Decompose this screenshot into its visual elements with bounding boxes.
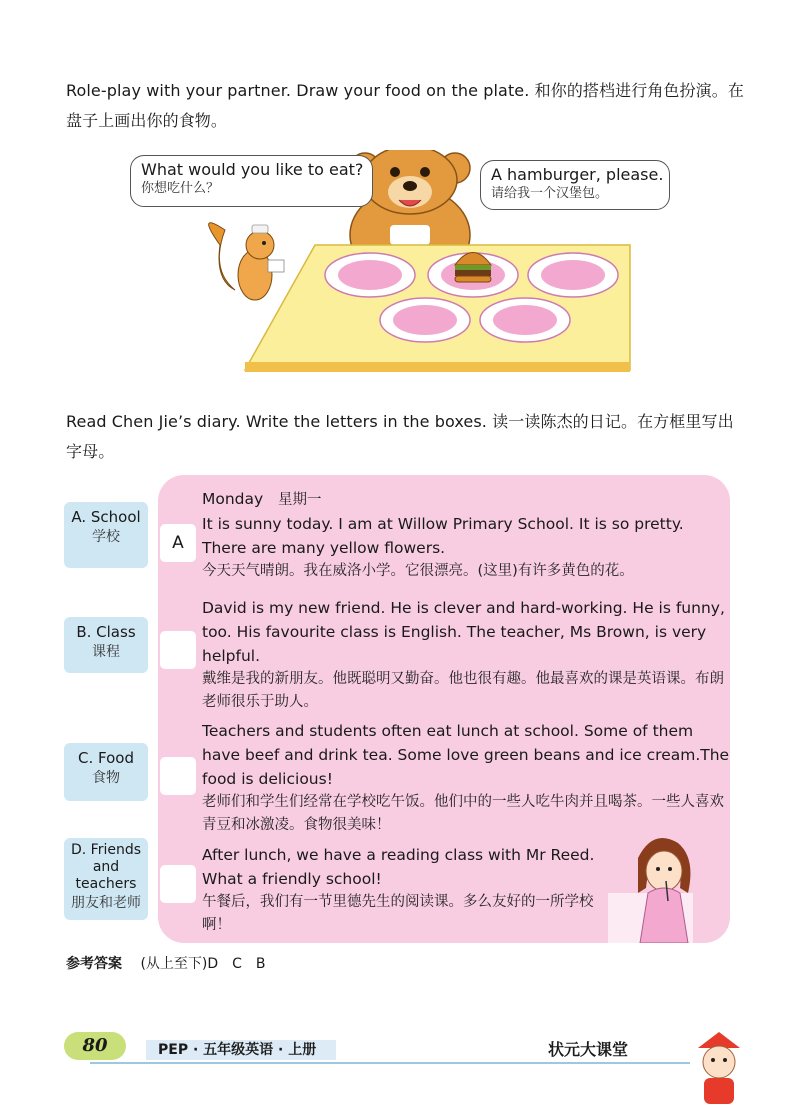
- instruction-roleplay: Role-play with your partner. Draw your food on the plate. 和你的搭档进行角色扮演。在盘子上画出你的食物。: [66, 81, 744, 130]
- roleplay-illustration: [125, 150, 685, 375]
- squirrel-illustration: [209, 223, 284, 300]
- diary-entry-4: [202, 843, 622, 937]
- diary-entry-3-chinese: 老师们和学生们经常在学校吃午饭。他们中的一些人吃牛肉并且喝茶。一些人喜欢青豆和冰激凌。食物很美味！: [202, 794, 724, 833]
- diary-day-chinese: 星期一: [277, 492, 322, 508]
- diary-entry-2: [202, 596, 732, 714]
- label-friends-chinese: 朋友和老师: [71, 895, 141, 911]
- reference-answers: [66, 953, 266, 973]
- diary-day-english: Monday: [202, 490, 264, 508]
- diary-entry-2-chinese: 戴维是我的新朋友。他既聪明又勤奋。他也很有趣。他最喜欢的课是英语课。布朗老师很乐于助人。: [202, 671, 724, 710]
- label-card-school: [64, 502, 148, 568]
- speech-bubble-right: [480, 160, 670, 210]
- label-card-food: [64, 743, 148, 801]
- diary-entry-1-english: It is sunny today. I am at Willow Primary School. It is so pretty. There are many yellow flowers.: [202, 515, 684, 557]
- label-school-english: A. School: [71, 508, 141, 526]
- label-friends-english: D. Friends and teachers: [70, 842, 142, 892]
- label-school-chinese: 学校: [92, 529, 120, 545]
- reference-answers-label: 参考答案: [66, 956, 122, 972]
- mascot-icon: [688, 1030, 750, 1110]
- girl-illustration: [608, 823, 718, 943]
- answer-box-1[interactable]: A: [160, 524, 196, 562]
- page-number: 80: [64, 1032, 126, 1060]
- answer-box-2[interactable]: [160, 631, 196, 669]
- label-card-friends-teachers: [64, 838, 148, 920]
- bubble-right-english: A hamburger, please.: [491, 165, 664, 184]
- diary-entry-3: [202, 719, 732, 837]
- diary-entry-4-english: After lunch, we have a reading class with Mr Reed. What a friendly school!: [202, 846, 595, 888]
- answer-box-4[interactable]: [160, 865, 196, 903]
- diary-entry-1: [202, 487, 732, 583]
- diary-entry-2-english: David is my new friend. He is clever and hard-working. He is funny, too. His favourite class is English. The teacher, Ms Brown, is very helpful.: [202, 599, 725, 665]
- footer-book-title: PEP · 五年级英语 · 上册: [158, 1042, 317, 1058]
- answer-box-3[interactable]: [160, 757, 196, 795]
- diary-entry-3-english: Teachers and students often eat lunch at school. Some of them have beef and drink tea. Some love green beans and ice cream.The food is delicious!: [202, 722, 730, 788]
- label-food-chinese: 食物: [92, 770, 120, 786]
- footer-brand: 状元大课堂: [548, 1040, 629, 1059]
- bubble-left-english: What would you like to eat?: [141, 160, 364, 179]
- footer-divider: [90, 1062, 690, 1064]
- label-class-english: B. Class: [76, 623, 136, 641]
- label-food-english: C. Food: [78, 749, 134, 767]
- diary-entry-1-chinese: 今天天气晴朗。我在威洛小学。它很漂亮。(这里)有许多黄色的花。: [202, 563, 634, 579]
- instruction-diary: Read Chen Jie’s diary. Write the letters in the boxes. 读一读陈杰的日记。在方框里写出字母。: [66, 412, 734, 461]
- speech-bubble-left: [130, 155, 373, 207]
- diary-entry-4-chinese: 午餐后，我们有一节里德先生的阅读课。多么友好的一所学校啊！: [202, 894, 594, 933]
- label-card-class: [64, 617, 148, 673]
- diary-date: [202, 487, 732, 512]
- bubble-left-chinese: 你想吃什么？: [141, 181, 220, 196]
- label-class-chinese: 课程: [92, 644, 120, 660]
- bubble-right-chinese: 请给我一个汉堡包。: [491, 186, 609, 201]
- reference-answers-text: (从上至下)D C B: [140, 956, 266, 972]
